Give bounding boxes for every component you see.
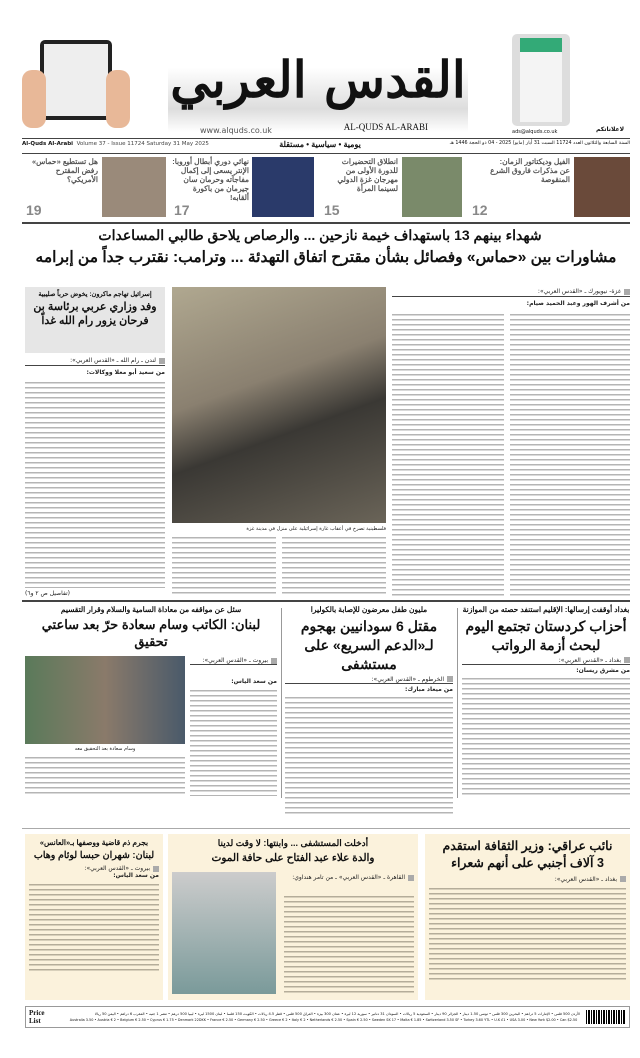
teaser-photo [252,157,314,217]
story-dateline: بيروت ـ «القدس العربي»: [190,657,277,665]
teaser-photo [102,157,166,217]
story-lebanon-writer[interactable]: سئل عن مواقفه من معاداة السامية والسلام وقرار التقسيم لبنان: الكاتب وسام سعادة حرّ بعد ساعتي تحقيق [41,605,261,649]
website-link[interactable]: www.alquds.co.uk [200,126,272,135]
story-iraq-poets[interactable]: نائب عراقي: وزير الثقافة استقدم 3 آلاف أجنبي على أنهم شعراء بغداد ـ «القدس العربي»: [425,834,630,1000]
lead-kicker: شهداء بينهم 13 باستهداف خيمة نازحين ... والرصاص يلاحق طالبي المساعدات [98,227,542,243]
lead-photo-caption: فلسطينية تصرخ في أعقاب غارة إسرائيلية على منزل في مدينة غزة [246,526,386,532]
story-body [284,894,414,994]
story-body [25,755,185,796]
barcode [586,1010,626,1024]
lead-body-col-1b [392,312,504,596]
story-body [429,886,626,982]
tablet-promo-image [22,40,130,128]
teaser-15[interactable]: انطلاق التحضيرات للدورة الأولى من مهرجان غزة الدولي لسينما المرأة 15 [320,157,465,218]
lead-headline[interactable]: مشاورات بين «حماس» وفصائل بشأن مقترح اتفاق التهدئة ... وترامب: نقترب جداً من إبرامه [35,249,617,266]
lead-byline: من أشرف الهور وعبد الحميد صيام: [526,300,630,307]
lead-body-col-2 [282,535,386,594]
price-list: Price List الأردن 500 فلس • الإمارات 5 دراهم • البحرين 300 فلس • تونس 1.50 دينار • الجزائر 90 دينار • السعودية 5 ريالات • السودان 31 دنانير • سورية 12 ليرة • عمان 300 بيزة • العراق 500 فلس • قطر 4.5 ريالات • الكويت 150 فلسا • لبنان 1500 ليرة • ليبيا 500 درهم • مصر 1 جنيه • المغرب 6 دراهم • اليمن 50 ريالا Australia 3.50 • Austria € 2 • Belgium € 2.50 • Cyprus € 1.75 • Denmark 22DKK • France € 2.50 • Germany € 2.50 • Greece € 2 • Italy € 2 • Netherlands € 2.50 • Spain € 2.50 • Sweden SK 17 • Malta € 1.85 • Switzerland 3.50 SF • Turkey 3.60 YTL • U.K £1 • USA 3.00 • New York $2.00 • Can $2.50 [25,1006,630,1028]
hospital-photo [172,872,276,994]
side-dateline: لندن ـ رام الله ـ «القدس العربي»: [25,357,165,366]
photo-caption: وسام سعادة بعد التحقيق معه [74,746,136,752]
lead-dateline: غزة- نيويورك ـ «القدس العربي»: [392,288,630,297]
side-byline: من سعيد أبو معلا ووكالات: [86,369,165,376]
ipad-promo-image [512,34,570,126]
story-body [190,688,277,796]
side-story-headbox[interactable]: إسرائيل تهاجم ماكرون: يخوض حرباً صليبية وفد وزاري عربي برئاسة بن فرحان يزور رام الله غداً [25,287,165,353]
story-wiam-wahhab[interactable]: بجرم ذم قاضية ووصفها بـ«العانس» لبنان: شهران حبسا لوئام وهاب بيروت ـ «القدس العربي»: من سعد الياس: [25,834,163,1000]
story-body [462,676,630,796]
story-alaa-mother[interactable]: أدخلت المستشفى ... وابنتها: لا وقت لدينا والدة علاء عبد الفتاح على حافة الموت القاهرة ـ «القدس العربي» ـ من تامر هنداوي: [168,834,418,1000]
story-body [285,695,453,815]
tagline: يومية • سياسية • مستقلة [279,140,361,149]
side-continued[interactable]: (تفاصيل ص ٢ و٦) [25,590,71,597]
story-kurdistan[interactable]: بغداد أوقفت إرسالها: الإقليم استنفد حصته من الموازنة أحزاب كردستان تجتمع اليوم لبحث أزمة الرواتب بغداد ـ «القدس العربي»: من مشرق ريسان: [462,605,630,796]
lead-photo [172,287,386,523]
teaser-19[interactable]: هل تستطيع «حماس» رفض المقترح الأمريكي؟ 19 [22,157,167,218]
teaser-photo [402,157,462,217]
lead-body-col-1a [510,312,630,596]
ads-email[interactable]: ads@alquds.co.uk [512,129,558,135]
story-byline: من سعد الياس: [231,678,277,685]
teaser-17[interactable]: نهائي دوري أبطال أوروبا: الإنتر يسعى إلى إكمال مفاجآته وحرمان سان جيرمان من باكورة ألقابه! 17 [170,157,318,218]
lead-body-col-3 [172,535,276,594]
story-sudan[interactable]: مليون طفل معرضون للإصابة بالكوليرا مقتل 6 سودانيين بهجوم لـ«الدعم السريع» على مستشفى الخرطوم ـ «القدس العربي»: من ميعاد مبارك: [285,605,453,815]
ads-label: لاعلاناتكم [596,126,625,133]
issue-info-arabic: السنة السابعة والثلاثون العدد 11724 السبت 31 أيار (مايو) 2025 - 04 ذو الحجة 1446 هـ [449,141,630,146]
story-body [29,882,159,972]
wissam-saadeh-photo [25,656,185,744]
newspaper-logo: القدس العربي AL-QUDS AL-ARABI [168,40,468,132]
teaser-photo [574,157,630,217]
teaser-12[interactable]: الفيل وديكتاتور الزمان: عن مذكرات فاروق الشرع المنقوصة 12 [468,157,630,218]
issue-info-english: Al-Quds Al-Arabi Volume 37 - Issue 11724 Saturday 31 May 2025 [22,141,209,147]
side-body [25,380,165,588]
